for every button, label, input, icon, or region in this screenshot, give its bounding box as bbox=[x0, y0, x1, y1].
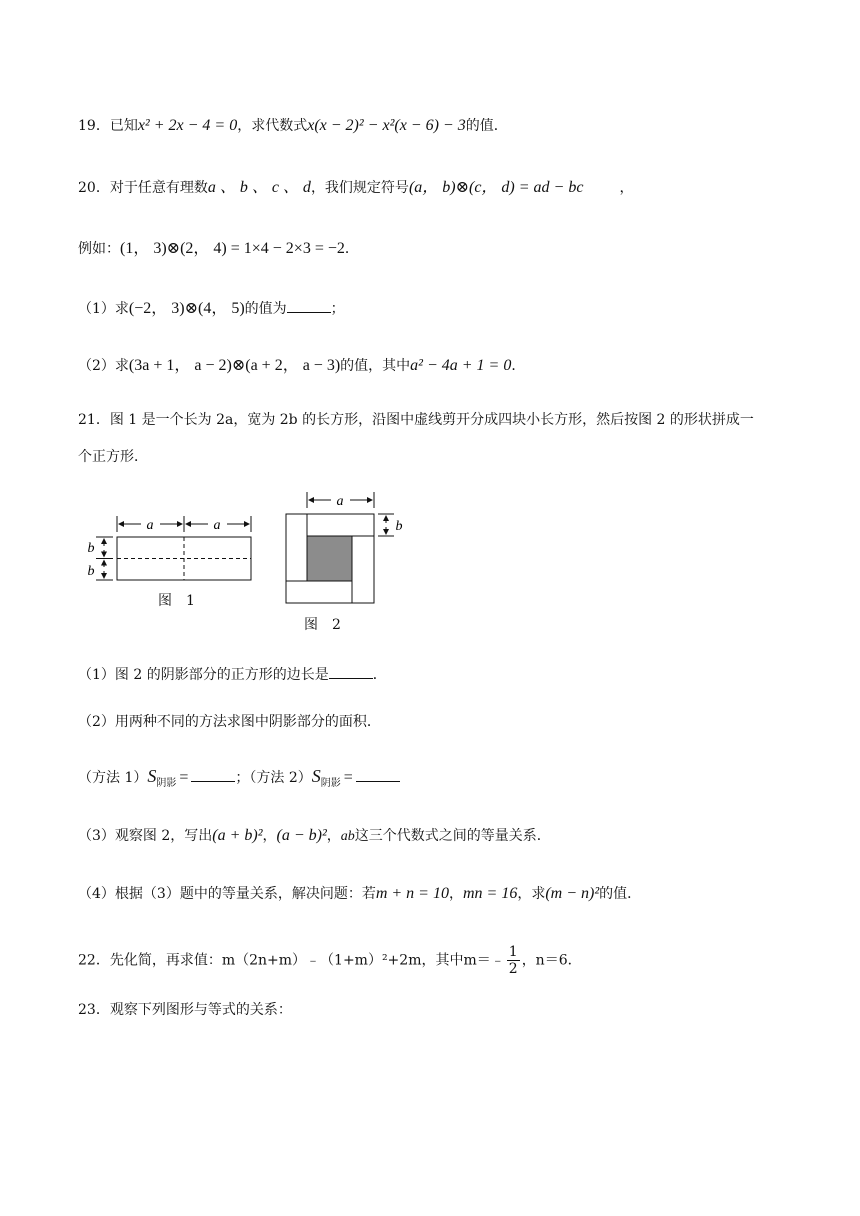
question-20-part-2 bbox=[78, 356, 525, 376]
q22-frac-den: 2 bbox=[508, 961, 518, 977]
figure-1 bbox=[88, 516, 252, 580]
q21-part3-ab: ab bbox=[340, 829, 355, 844]
q22-frac-num: 1 bbox=[508, 944, 518, 960]
question-21-stem-line1: 21．图 1 是一个长为 2a，宽为 2b 的长方形，沿图中虚线剪开分成四块小长方形，然后按图 2 的形状拼成一 bbox=[78, 412, 754, 428]
answer-blank bbox=[329, 664, 373, 679]
q19-condition: x² + 2x − 4 = 0 bbox=[137, 117, 238, 134]
q21-part1-end: ． bbox=[372, 667, 387, 683]
q20-example: (1， 3)⊗(2， 4) = 1×4 − 2×3 = −2 bbox=[120, 240, 345, 257]
q20-rule: (a， b)⊗(c， d) = ad − bc bbox=[408, 179, 584, 196]
q20-part2-label: （2）求 bbox=[78, 358, 129, 374]
q21-part4-text: ，求 bbox=[517, 886, 546, 902]
q21-part4-cond2: mn = 16 bbox=[462, 885, 518, 902]
figure-1-label-b: b bbox=[87, 541, 95, 556]
q20-rule-prefix: ，我们规定符号 bbox=[310, 180, 409, 196]
q21-part3-label: （3）观察图 2，写出 bbox=[78, 828, 213, 844]
q20-example-label: 例如： bbox=[78, 241, 120, 257]
figure-1-label-a: a bbox=[213, 518, 221, 533]
q21-part4-comma: ， bbox=[448, 886, 463, 902]
question-21-stem-line2: 个正方形． bbox=[78, 449, 148, 465]
q21-method-sub: 阴影 bbox=[320, 777, 341, 789]
q20-part1-text: 的值为 bbox=[244, 301, 287, 317]
q21-method-eq: = bbox=[343, 769, 353, 786]
q21-method-eq: = bbox=[179, 769, 189, 786]
question-21-part-4 bbox=[78, 884, 641, 904]
q21-figures bbox=[0, 480, 860, 640]
q20-part2-cond: a² − 4a + 1 = 0 bbox=[410, 357, 512, 374]
q20-vars: a 、 b 、 c 、 d bbox=[207, 179, 311, 196]
q22-m-label: m＝﹣ bbox=[463, 952, 505, 969]
q21-part3-comma: ， bbox=[262, 828, 277, 844]
q22-expression: m（2n+m）﹣（1+m）²+2m bbox=[221, 952, 422, 969]
question-21-part-3 bbox=[78, 826, 551, 847]
q20-part2-expr: (3a + 1， a − 2)⊗(a + 2， a − 3) bbox=[128, 357, 341, 374]
question-21-methods bbox=[78, 766, 400, 794]
q20-part1-expr: (−2， 3)⊗(4， 5) bbox=[128, 300, 245, 317]
question-21-part-2: （2）用两种不同的方法求图中阴影部分的面积． bbox=[78, 714, 381, 730]
figure-2-label-b: b bbox=[395, 519, 403, 534]
question-23: 23．观察下列图形与等式的关系： bbox=[78, 1002, 292, 1018]
figure-2-label-a: a bbox=[336, 494, 344, 509]
q21-method-symbol: S bbox=[311, 766, 321, 786]
answer-blank bbox=[191, 767, 235, 782]
figure-1-label-a: a bbox=[146, 518, 154, 533]
q19-suffix: 的值． bbox=[465, 118, 508, 134]
q20-part2-end: ． bbox=[511, 358, 526, 374]
q21-part4-end: 的值． bbox=[599, 886, 642, 902]
q20-part1-label: （1）求 bbox=[78, 301, 129, 317]
question-22 bbox=[78, 944, 582, 977]
figure-1-label-b: b bbox=[87, 564, 95, 579]
q19-mid: ，求代数式 bbox=[237, 118, 308, 134]
question-21-part-1 bbox=[78, 664, 387, 685]
q21-part3-comma: ， bbox=[326, 828, 341, 844]
q21-part4-label: （4）根据（3）题中的等量关系，解决问题：若 bbox=[78, 886, 376, 902]
q20-rule-suffix: ， bbox=[619, 180, 634, 196]
q22-mid: ，其中 bbox=[421, 952, 464, 969]
q21-part4-expr: (m − n)² bbox=[545, 885, 600, 902]
q20-part1-end: ； bbox=[330, 301, 345, 317]
q22-fraction bbox=[507, 944, 520, 977]
figure-1-caption: 图 1 bbox=[158, 593, 195, 609]
q22-n-value: ，n＝6． bbox=[521, 952, 582, 969]
question-20-example bbox=[78, 239, 359, 259]
q21-method-sep: ；（方法 2） bbox=[235, 770, 312, 786]
q20-intro: 20．对于任意有理数 bbox=[78, 180, 208, 196]
q21-method1-label: （方法 1） bbox=[78, 770, 148, 786]
figure-2 bbox=[286, 492, 403, 603]
figure-2-caption: 图 2 bbox=[304, 617, 341, 633]
q22-prefix: 22．先化简，再求值： bbox=[78, 952, 222, 969]
q20-part2-text: 的值，其中 bbox=[340, 358, 411, 374]
question-19 bbox=[78, 116, 508, 136]
answer-blank bbox=[287, 298, 331, 313]
q21-part1-label: （1）图 2 的阴影部分的正方形的边长是 bbox=[78, 667, 329, 683]
q21-method-symbol: S bbox=[147, 766, 157, 786]
question-20-stem bbox=[78, 178, 633, 198]
q19-prefix: 19．已知 bbox=[78, 118, 138, 134]
figure-2-shaded-square bbox=[307, 536, 352, 581]
q21-part3-text: 这三个代数式之间的等量关系． bbox=[354, 828, 551, 844]
question-20-part-1 bbox=[78, 298, 345, 319]
q20-example-end: ． bbox=[344, 241, 359, 257]
q21-part4-cond1: m + n = 10 bbox=[375, 885, 449, 902]
q21-part3-expr1: (a + b)² bbox=[212, 827, 263, 844]
q21-method-sub: 阴影 bbox=[156, 777, 177, 789]
q21-part3-expr2: (a − b)² bbox=[276, 827, 327, 844]
answer-blank bbox=[356, 767, 400, 782]
q19-expression: x(x − 2)² − x²(x − 6) − 3 bbox=[307, 117, 466, 134]
